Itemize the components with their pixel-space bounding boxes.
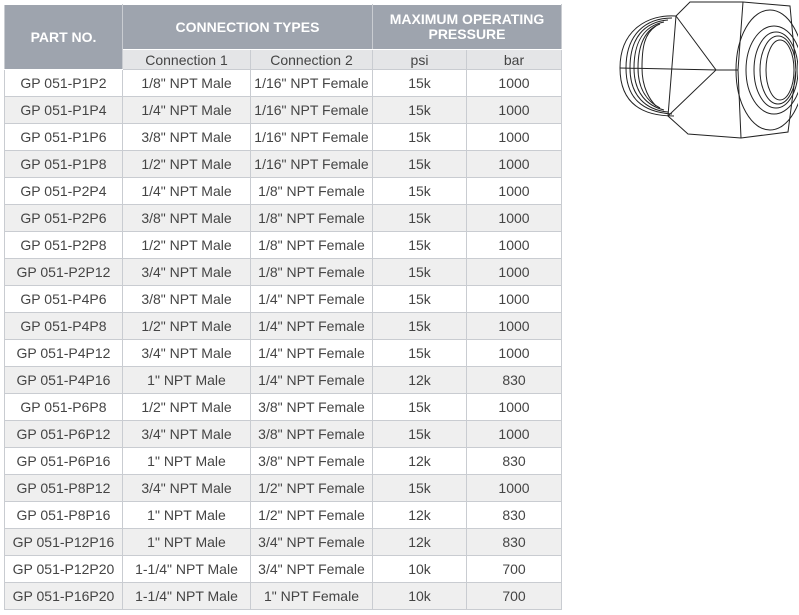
header-connection-1: Connection 1 bbox=[123, 50, 251, 70]
cell-connection-2: 1" NPT Female bbox=[251, 583, 373, 610]
table-row bbox=[5, 475, 562, 502]
cell-connection-1: 1/4" NPT Male bbox=[123, 97, 251, 124]
parts-table bbox=[4, 4, 562, 610]
cell-connection-1: 3/8" NPT Male bbox=[123, 124, 251, 151]
cell-connection-2: 1/16" NPT Female bbox=[251, 151, 373, 178]
cell-connection-2: 1/4" NPT Female bbox=[251, 367, 373, 394]
cell-part-no: GP 051-P1P6 bbox=[5, 124, 123, 151]
header-psi: psi bbox=[373, 50, 467, 70]
cell-connection-1: 1/4" NPT Male bbox=[123, 178, 251, 205]
cell-connection-1: 1/2" NPT Male bbox=[123, 151, 251, 178]
cell-connection-2: 3/8" NPT Female bbox=[251, 421, 373, 448]
table-row bbox=[5, 178, 562, 205]
cell-connection-2: 1/8" NPT Female bbox=[251, 259, 373, 286]
cell-psi: 15k bbox=[373, 475, 467, 502]
cell-connection-2: 1/4" NPT Female bbox=[251, 340, 373, 367]
cell-psi: 15k bbox=[373, 178, 467, 205]
cell-part-no: GP 051-P8P16 bbox=[5, 502, 123, 529]
cell-connection-2: 1/4" NPT Female bbox=[251, 286, 373, 313]
header-connection-types: CONNECTION TYPES bbox=[123, 5, 373, 50]
cell-connection-2: 1/8" NPT Female bbox=[251, 205, 373, 232]
cell-psi: 10k bbox=[373, 583, 467, 610]
cell-psi: 15k bbox=[373, 286, 467, 313]
cell-connection-2: 1/16" NPT Female bbox=[251, 70, 373, 97]
header-bar: bar bbox=[467, 50, 562, 70]
cell-psi: 10k bbox=[373, 556, 467, 583]
cell-connection-2: 1/16" NPT Female bbox=[251, 97, 373, 124]
cell-bar: 1000 bbox=[467, 97, 562, 124]
table-row bbox=[5, 313, 562, 340]
cell-connection-2: 1/2" NPT Female bbox=[251, 502, 373, 529]
cell-connection-2: 3/4" NPT Female bbox=[251, 529, 373, 556]
cell-bar: 700 bbox=[467, 583, 562, 610]
cell-connection-1: 1/2" NPT Male bbox=[123, 394, 251, 421]
cell-bar: 1000 bbox=[467, 178, 562, 205]
table-row bbox=[5, 259, 562, 286]
cell-connection-1: 1" NPT Male bbox=[123, 502, 251, 529]
table-row bbox=[5, 367, 562, 394]
cell-part-no: GP 051-P12P20 bbox=[5, 556, 123, 583]
cell-psi: 12k bbox=[373, 529, 467, 556]
table-row bbox=[5, 556, 562, 583]
cell-part-no: GP 051-P6P16 bbox=[5, 448, 123, 475]
cell-connection-1: 1/2" NPT Male bbox=[123, 313, 251, 340]
cell-bar: 1000 bbox=[467, 205, 562, 232]
cell-psi: 15k bbox=[373, 205, 467, 232]
table-row bbox=[5, 97, 562, 124]
cell-part-no: GP 051-P12P16 bbox=[5, 529, 123, 556]
header-connection-2: Connection 2 bbox=[251, 50, 373, 70]
cell-part-no: GP 051-P1P2 bbox=[5, 70, 123, 97]
cell-connection-1: 3/8" NPT Male bbox=[123, 286, 251, 313]
cell-part-no: GP 051-P8P12 bbox=[5, 475, 123, 502]
cell-bar: 1000 bbox=[467, 124, 562, 151]
cell-psi: 15k bbox=[373, 340, 467, 367]
cell-bar: 700 bbox=[467, 556, 562, 583]
cell-connection-1: 1" NPT Male bbox=[123, 367, 251, 394]
table-row bbox=[5, 421, 562, 448]
cell-connection-2: 1/2" NPT Female bbox=[251, 475, 373, 502]
cell-connection-1: 3/4" NPT Male bbox=[123, 475, 251, 502]
table-row bbox=[5, 502, 562, 529]
table-row bbox=[5, 394, 562, 421]
cell-part-no: GP 051-P2P8 bbox=[5, 232, 123, 259]
cell-connection-1: 3/8" NPT Male bbox=[123, 205, 251, 232]
header-max-pressure: MAXIMUM OPERATING PRESSURE bbox=[373, 5, 562, 50]
cell-bar: 830 bbox=[467, 529, 562, 556]
cell-bar: 830 bbox=[467, 502, 562, 529]
cell-part-no: GP 051-P2P12 bbox=[5, 259, 123, 286]
fitting-illustration bbox=[598, 0, 798, 140]
cell-part-no: GP 051-P1P8 bbox=[5, 151, 123, 178]
table-row bbox=[5, 232, 562, 259]
table-row bbox=[5, 340, 562, 367]
cell-connection-2: 1/4" NPT Female bbox=[251, 313, 373, 340]
cell-psi: 15k bbox=[373, 421, 467, 448]
cell-connection-1: 1" NPT Male bbox=[123, 529, 251, 556]
table-row bbox=[5, 448, 562, 475]
header-part-no: PART NO. bbox=[5, 5, 123, 70]
cell-part-no: GP 051-P4P8 bbox=[5, 313, 123, 340]
cell-connection-1: 1-1/4" NPT Male bbox=[123, 583, 251, 610]
cell-part-no: GP 051-P2P4 bbox=[5, 178, 123, 205]
table-row bbox=[5, 529, 562, 556]
table-row bbox=[5, 205, 562, 232]
cell-psi: 15k bbox=[373, 70, 467, 97]
cell-psi: 12k bbox=[373, 367, 467, 394]
table-row bbox=[5, 286, 562, 313]
cell-bar: 830 bbox=[467, 448, 562, 475]
cell-connection-1: 1" NPT Male bbox=[123, 448, 251, 475]
cell-part-no: GP 051-P6P8 bbox=[5, 394, 123, 421]
cell-connection-1: 1-1/4" NPT Male bbox=[123, 556, 251, 583]
cell-part-no: GP 051-P4P6 bbox=[5, 286, 123, 313]
cell-part-no: GP 051-P1P4 bbox=[5, 97, 123, 124]
cell-connection-1: 3/4" NPT Male bbox=[123, 259, 251, 286]
cell-bar: 1000 bbox=[467, 151, 562, 178]
cell-psi: 12k bbox=[373, 502, 467, 529]
cell-bar: 1000 bbox=[467, 340, 562, 367]
table-row bbox=[5, 151, 562, 178]
cell-bar: 830 bbox=[467, 367, 562, 394]
cell-connection-2: 1/16" NPT Female bbox=[251, 124, 373, 151]
cell-connection-1: 1/2" NPT Male bbox=[123, 232, 251, 259]
cell-psi: 15k bbox=[373, 394, 467, 421]
cell-psi: 15k bbox=[373, 259, 467, 286]
cell-psi: 12k bbox=[373, 448, 467, 475]
cell-psi: 15k bbox=[373, 97, 467, 124]
table-row bbox=[5, 124, 562, 151]
cell-bar: 1000 bbox=[467, 286, 562, 313]
cell-bar: 1000 bbox=[467, 421, 562, 448]
cell-part-no: GP 051-P4P16 bbox=[5, 367, 123, 394]
cell-connection-1: 3/4" NPT Male bbox=[123, 421, 251, 448]
cell-bar: 1000 bbox=[467, 232, 562, 259]
cell-part-no: GP 051-P2P6 bbox=[5, 205, 123, 232]
cell-bar: 1000 bbox=[467, 70, 562, 97]
table-row bbox=[5, 70, 562, 97]
cell-part-no: GP 051-P4P12 bbox=[5, 340, 123, 367]
cell-connection-2: 3/4" NPT Female bbox=[251, 556, 373, 583]
female-port bbox=[736, 10, 798, 130]
cell-part-no: GP 051-P6P12 bbox=[5, 421, 123, 448]
cell-psi: 15k bbox=[373, 151, 467, 178]
table-row bbox=[5, 583, 562, 610]
cell-connection-2: 1/8" NPT Female bbox=[251, 178, 373, 205]
cell-connection-1: 1/8" NPT Male bbox=[123, 70, 251, 97]
cell-psi: 15k bbox=[373, 232, 467, 259]
cell-connection-2: 3/8" NPT Female bbox=[251, 448, 373, 475]
cell-connection-1: 3/4" NPT Male bbox=[123, 340, 251, 367]
cell-bar: 1000 bbox=[467, 259, 562, 286]
cell-connection-2: 3/8" NPT Female bbox=[251, 394, 373, 421]
cell-psi: 15k bbox=[373, 124, 467, 151]
cell-bar: 1000 bbox=[467, 313, 562, 340]
cell-psi: 15k bbox=[373, 313, 467, 340]
cell-bar: 1000 bbox=[467, 394, 562, 421]
cell-connection-2: 1/8" NPT Female bbox=[251, 232, 373, 259]
cell-bar: 1000 bbox=[467, 475, 562, 502]
cell-part-no: GP 051-P16P20 bbox=[5, 583, 123, 610]
hex-body bbox=[668, 2, 796, 138]
